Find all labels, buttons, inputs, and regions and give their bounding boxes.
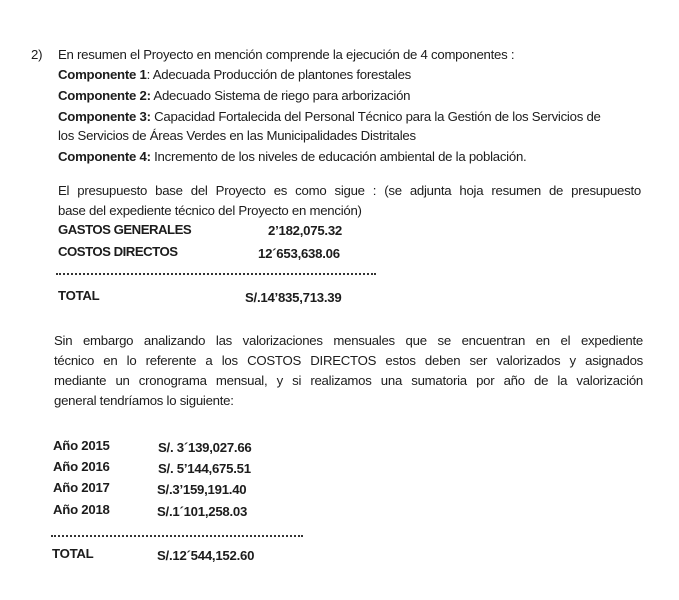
component-1 bbox=[58, 67, 411, 82]
year-label: Año 2016 bbox=[53, 459, 110, 474]
analysis-line-1: Sin embargo analizando las valorizaciones mensuales que se encuentran en el expediente bbox=[54, 333, 643, 348]
component-label: Componente 2: bbox=[58, 88, 151, 103]
budget-total-value: S/.14’835,713.39 bbox=[245, 290, 342, 305]
yearly-total-value: S/.12´544,152.60 bbox=[157, 548, 255, 563]
budget-row-label: GASTOS GENERALES bbox=[58, 222, 192, 237]
year-label: Año 2017 bbox=[53, 480, 110, 495]
analysis-line-3: mediante un cronograma mensual, y si realizamos una sumatoria por año de la valorización bbox=[54, 373, 643, 388]
component-label: Componente 4: bbox=[58, 149, 151, 164]
budget-row-value: 2’182,075.32 bbox=[268, 223, 343, 238]
component-text: Incremento de los niveles de educación ambiental de la población. bbox=[150, 149, 527, 164]
year-label: Año 2015 bbox=[53, 438, 110, 453]
budget-intro-line-2: base del expediente técnico del Proyecto en mención) bbox=[58, 203, 362, 218]
component-3-continued: los Servicios de Áreas Verdes en las Municipalidades Distritales bbox=[58, 128, 416, 143]
year-value: S/.3’159,191.40 bbox=[157, 482, 247, 497]
year-value: S/. 5’144,675.51 bbox=[158, 461, 251, 476]
budget-row-label: COSTOS DIRECTOS bbox=[58, 244, 178, 259]
budget-intro-line-1: El presupuesto base del Proyecto es como sigue : (se adjunta hoja resumen de presupuesto bbox=[58, 183, 641, 198]
analysis-line-2: técnico en lo referente a los COSTOS DIRECTOS estos deben ser valorizados y asignados bbox=[54, 353, 643, 368]
component-sep: : bbox=[146, 67, 151, 82]
component-2 bbox=[58, 88, 410, 103]
dotted-separator bbox=[51, 535, 303, 537]
component-text: Adecuado Sistema de riego para arborización bbox=[150, 88, 411, 103]
intro-text: En resumen el Proyecto en mención comprende la ejecución de 4 componentes : bbox=[58, 47, 515, 62]
dotted-separator bbox=[56, 273, 376, 275]
component-label: Componente 1 bbox=[58, 67, 147, 82]
yearly-total-label: TOTAL bbox=[52, 546, 94, 561]
year-value: S/.1´101,258.03 bbox=[157, 504, 248, 519]
component-label: Componente 3: bbox=[58, 109, 151, 124]
component-3 bbox=[58, 109, 601, 124]
budget-total-label: TOTAL bbox=[58, 288, 100, 303]
year-label: Año 2018 bbox=[53, 502, 110, 517]
year-value: S/. 3´139,027.66 bbox=[158, 440, 252, 455]
budget-row-value: 12´653,638.06 bbox=[258, 246, 340, 261]
analysis-line-4: general tendríamos lo siguiente: bbox=[54, 393, 234, 408]
component-text: Adecuada Producción de plantones forestales bbox=[150, 67, 412, 82]
item-number: 2) bbox=[31, 47, 43, 62]
component-text: Capacidad Fortalecida del Personal Técnico para la Gestión de los Servicios de bbox=[150, 109, 601, 124]
component-4 bbox=[58, 149, 526, 164]
